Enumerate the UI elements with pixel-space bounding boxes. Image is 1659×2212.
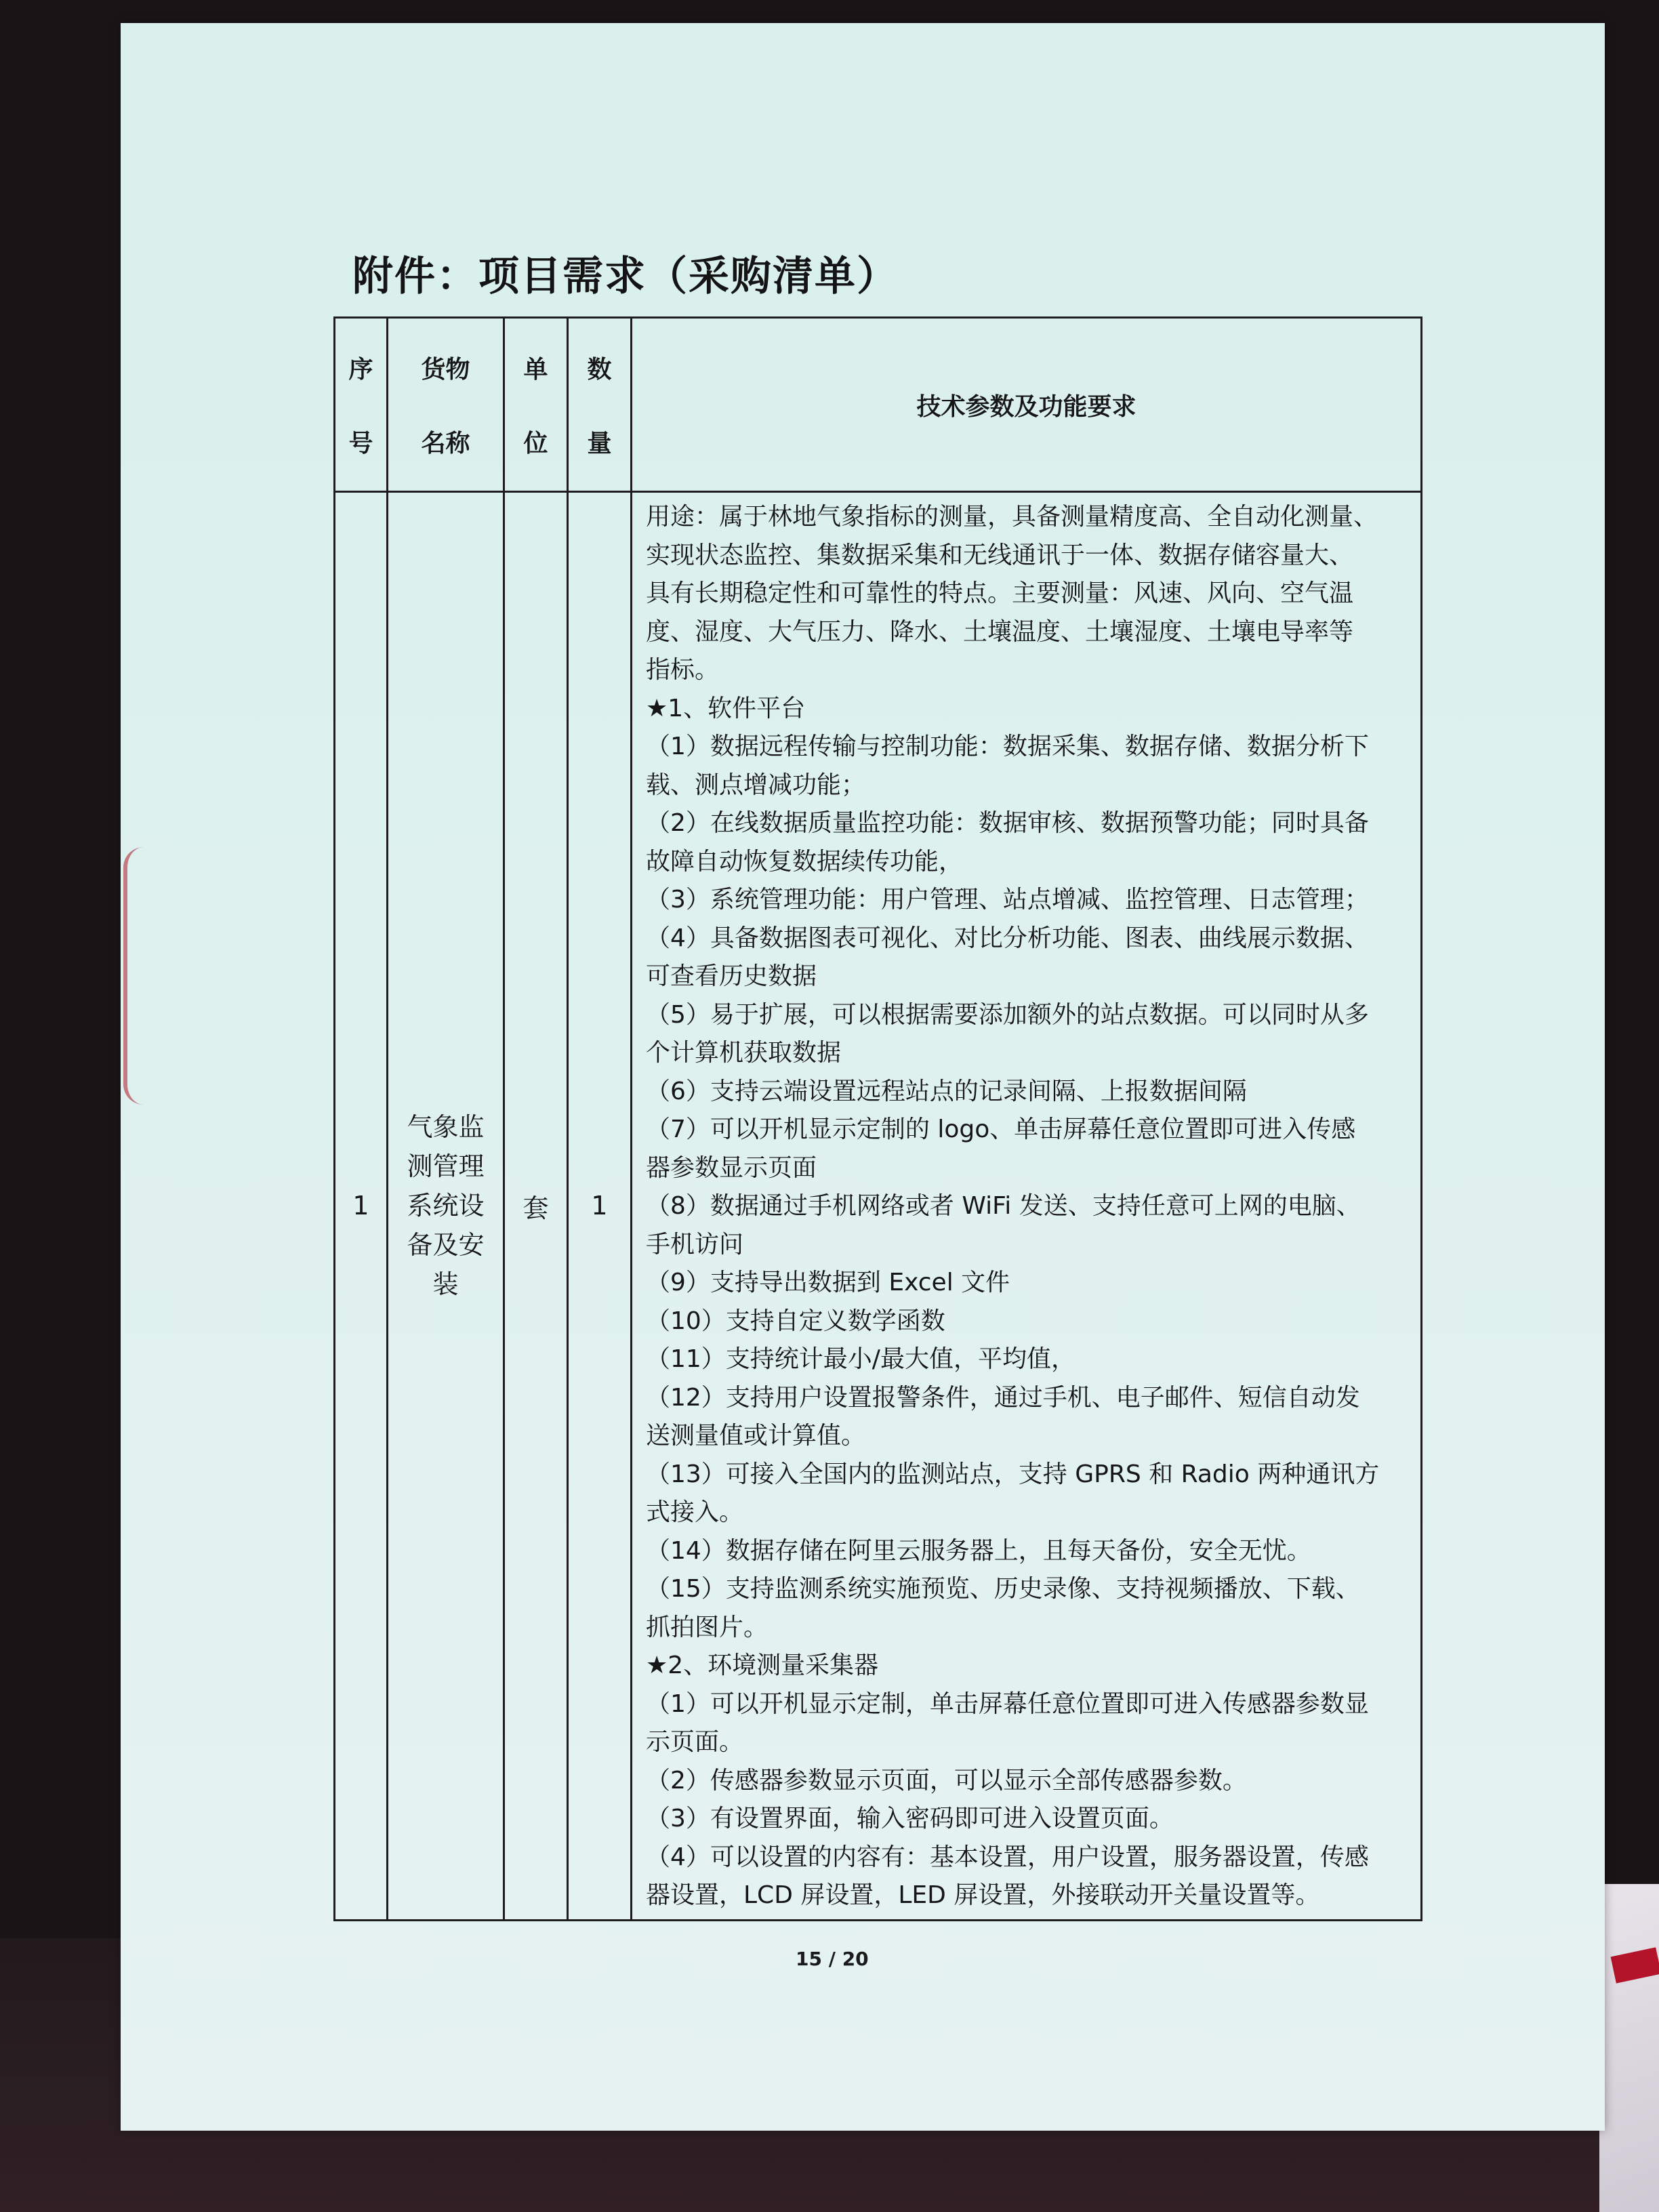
spec-line: （13）可接入全国内的监测站点，支持 GPRS 和 Radio 两种通讯方: [646, 1460, 1380, 1488]
table-header-row: [335, 318, 1422, 492]
spec-line: 实现状态监控、集数据采集和无线通讯于一体、数据存储容量大、: [646, 541, 1354, 569]
cloth-background: [1599, 1884, 1659, 2212]
spec-line: （3）系统管理功能：用户管理、站点增减、监控管理、日志管理；: [646, 886, 1369, 914]
spec-line: （3）有设置界面，输入密码即可进入设置页面。: [646, 1805, 1174, 1832]
spec-line: （10）支持自定义数学函数: [646, 1307, 945, 1335]
spec-line: （2）传感器参数显示页面，可以显示全部传感器参数。: [646, 1766, 1247, 1795]
spec-line: （2）在线数据质量监控功能：数据审核、数据预警功能；同时具备: [646, 809, 1369, 837]
document-title: 附件：项目需求（采购清单）: [352, 253, 899, 300]
row-index-cell: 1: [335, 492, 388, 1921]
spec-line: ★2、环境测量采集器: [646, 1652, 879, 1679]
spec-line: 送测量值或计算值。: [646, 1422, 866, 1450]
spec-line: （12）支持用户设置报警条件，通过手机、电子邮件、短信自动发: [646, 1383, 1360, 1412]
spec-line: 抓拍图片。: [646, 1613, 769, 1641]
page-number: 15 / 20: [796, 1948, 869, 1970]
spec-line: 可查看历史数据: [646, 962, 817, 990]
spec-line: 示页面。: [646, 1728, 744, 1756]
spec-line: 度、湿度、大气压力、降水、土壤温度、土壤湿度、土壤电导率等: [646, 617, 1354, 646]
requirements-table: [333, 316, 1422, 1921]
spec-line: （1）可以开机显示定制，单击屏幕任意位置即可进入传感器参数显: [646, 1689, 1369, 1718]
spec-line: ★1、软件平台: [646, 694, 806, 722]
table-row: [335, 492, 1422, 1921]
spec-line: 故障自动恢复数据续传功能，: [646, 847, 964, 876]
spec-line: （5）易于扩展，可以根据需要添加额外的站点数据。可以同时从多: [646, 1000, 1369, 1029]
spec-line: （4）可以设置的内容有：基本设置，用户设置，服务器设置，传感: [646, 1843, 1369, 1871]
spec-line: 器设置，LCD 屏设置，LED 屏设置，外接联动开关量设置等。: [646, 1881, 1320, 1909]
spec-line: （15）支持监测系统实施预览、历史录像、支持视频播放、下载、: [646, 1575, 1360, 1603]
spec-line: （1）数据远程传输与控制功能：数据采集、数据存储、数据分析下: [646, 733, 1369, 760]
header-unit: 单 位: [504, 318, 568, 492]
row-goods-name-cell: 气象监 测管理 系统设 备及安 装: [388, 492, 504, 1921]
spec-line: （14）数据存储在阿里云服务器上，且每天备份，安全无忧。: [646, 1536, 1311, 1565]
header-spec: 技术参数及功能要求: [632, 318, 1422, 492]
spec-line: 用途：属于林地气象指标的测量，具备测量精度高、全自动化测量、: [646, 503, 1378, 531]
row-spec-cell: [632, 492, 1422, 1921]
row-quantity-cell: 1: [568, 492, 632, 1921]
spec-line: （9）支持导出数据到 Excel 文件: [646, 1269, 1010, 1296]
spec-line: （4）具备数据图表可视化、对比分析功能、图表、曲线展示数据、: [646, 924, 1369, 952]
header-index: 序 号: [335, 318, 388, 492]
red-seal-mark: [123, 847, 157, 1105]
spec-line: （7）可以开机显示定制的 logo、单击屏幕任意位置即可进入传感: [646, 1115, 1356, 1143]
spec-line: （8）数据通过手机网络或者 WiFi 发送、支持任意可上网的电脑、: [646, 1192, 1361, 1220]
spec-line: 个计算机获取数据: [646, 1039, 842, 1067]
spec-line: 器参数显示页面: [646, 1153, 817, 1182]
row-unit-cell: 套: [504, 492, 568, 1921]
spec-line: （6）支持云端设置远程站点的记录间隔、上报数据间隔: [646, 1077, 1247, 1105]
spec-line: 具有长期稳定性和可靠性的特点。主要测量：风速、风向、空气温: [646, 579, 1354, 607]
spec-line: 式接入。: [646, 1498, 744, 1526]
spec-line: （11）支持统计最小/最大值，平均值，: [646, 1345, 1076, 1373]
spec-line: 手机访问: [646, 1230, 744, 1258]
header-quantity: 数 量: [568, 318, 632, 492]
spec-line: 指标。: [646, 656, 720, 684]
spec-line: 载、测点增减功能；: [646, 771, 866, 799]
header-goods-name: 货物 名称: [388, 318, 504, 492]
